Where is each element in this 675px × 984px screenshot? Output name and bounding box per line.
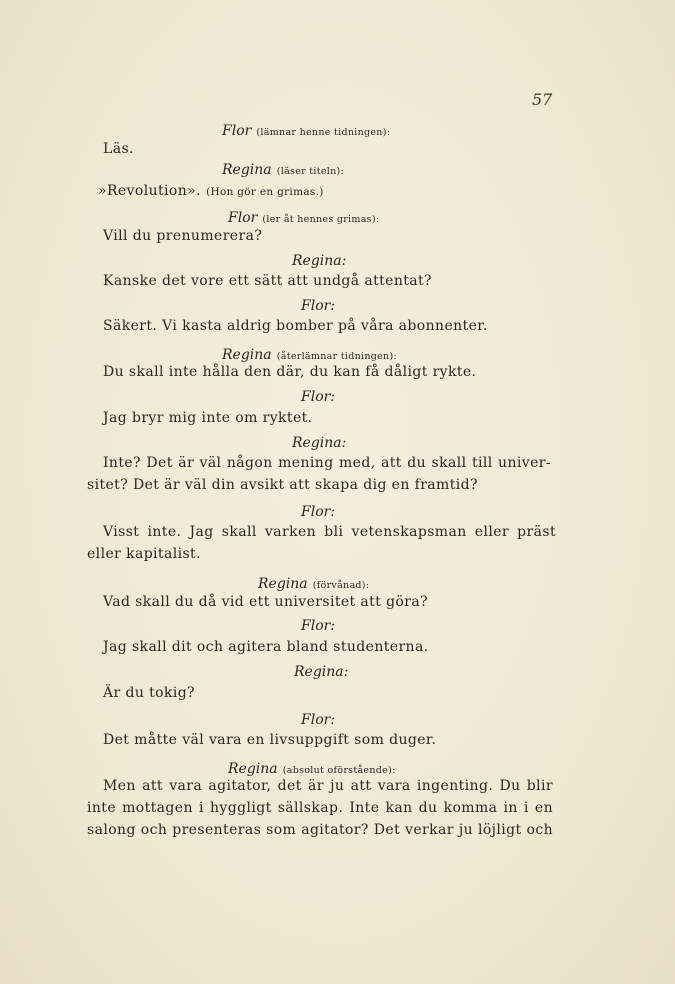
stage-direction: (återlämnar tidningen): bbox=[276, 351, 397, 362]
stage-direction: (absolut oförstående): bbox=[282, 765, 396, 776]
speech-line: Men att vara agitator, det är ju att vara ingenting. Du blir bbox=[103, 778, 553, 794]
speaker-name: Flor bbox=[222, 123, 252, 139]
speech-line: Jag bryr mig inte om ryktet. bbox=[103, 410, 313, 426]
speaker-line bbox=[228, 758, 396, 777]
speech-line: salong och presenteras som agitator? Det verkar ju löjligt och bbox=[87, 822, 553, 838]
speech-line: Läs. bbox=[103, 141, 134, 157]
stage-direction: (Hon gör en grimas.) bbox=[206, 186, 324, 198]
speech-line: Du skall inte hålla den där, du kan få dåligt rykte. bbox=[103, 364, 477, 380]
speaker-name: Flor: bbox=[301, 618, 336, 634]
speech-line: Vad skall du då vid ett universitet att göra? bbox=[103, 594, 429, 610]
speaker-name: Regina bbox=[222, 162, 272, 178]
speaker-name: Flor: bbox=[301, 712, 336, 728]
speech-line: Kanske det vore ett sätt att undgå attentat? bbox=[103, 273, 432, 289]
speech-line: Jag skall dit och agitera bland studenterna. bbox=[103, 639, 429, 655]
speech-line: sitet? Det är väl din avsikt att skapa dig en framtid? bbox=[87, 477, 478, 493]
speech-line: Är du tokig? bbox=[103, 685, 195, 701]
speech-line: Det måtte väl vara en livsuppgift som duger. bbox=[103, 732, 437, 748]
speech-line: Visst inte. Jag skall varken bli vetenskapsman eller präst bbox=[103, 524, 556, 540]
speaker-line bbox=[222, 344, 397, 363]
speaker-line bbox=[222, 120, 390, 139]
speaker-name: Regina: bbox=[292, 253, 347, 269]
stage-direction: (ler åt hennes grimas): bbox=[262, 214, 380, 225]
speech-line: inte mottagen i hyggligt sällskap. Inte kan du komma in i en bbox=[87, 800, 553, 816]
speaker-line bbox=[258, 573, 369, 592]
speaker-name: Regina: bbox=[294, 664, 349, 680]
speaker-name: Regina bbox=[258, 576, 308, 592]
stage-direction: (läser titeln): bbox=[276, 166, 345, 177]
page-number: 57 bbox=[532, 90, 553, 109]
speaker-line bbox=[228, 207, 379, 226]
speech-line: Inte? Det är väl någon mening med, att du skall till univer- bbox=[103, 455, 551, 471]
speech-line: eller kapitalist. bbox=[87, 546, 201, 562]
speaker-name: Regina: bbox=[292, 435, 347, 451]
speaker-line bbox=[222, 159, 344, 178]
speaker-name: Flor: bbox=[301, 389, 336, 405]
speech-line: Vill du prenumerera? bbox=[103, 228, 263, 244]
speech-text: »Revolution». bbox=[98, 183, 201, 199]
speaker-name: Regina bbox=[222, 347, 272, 363]
speech-line: Säkert. Vi kasta aldrig bomber på våra abonnenter. bbox=[103, 318, 488, 334]
stage-direction: (förvånad): bbox=[312, 580, 370, 591]
stage-direction: (lämnar henne tidningen): bbox=[256, 127, 391, 138]
speaker-name: Flor bbox=[228, 210, 258, 226]
speaker-name: Regina bbox=[228, 761, 278, 777]
speech-line bbox=[98, 180, 324, 199]
speaker-name: Flor: bbox=[301, 298, 336, 314]
speaker-name: Flor: bbox=[301, 504, 336, 520]
